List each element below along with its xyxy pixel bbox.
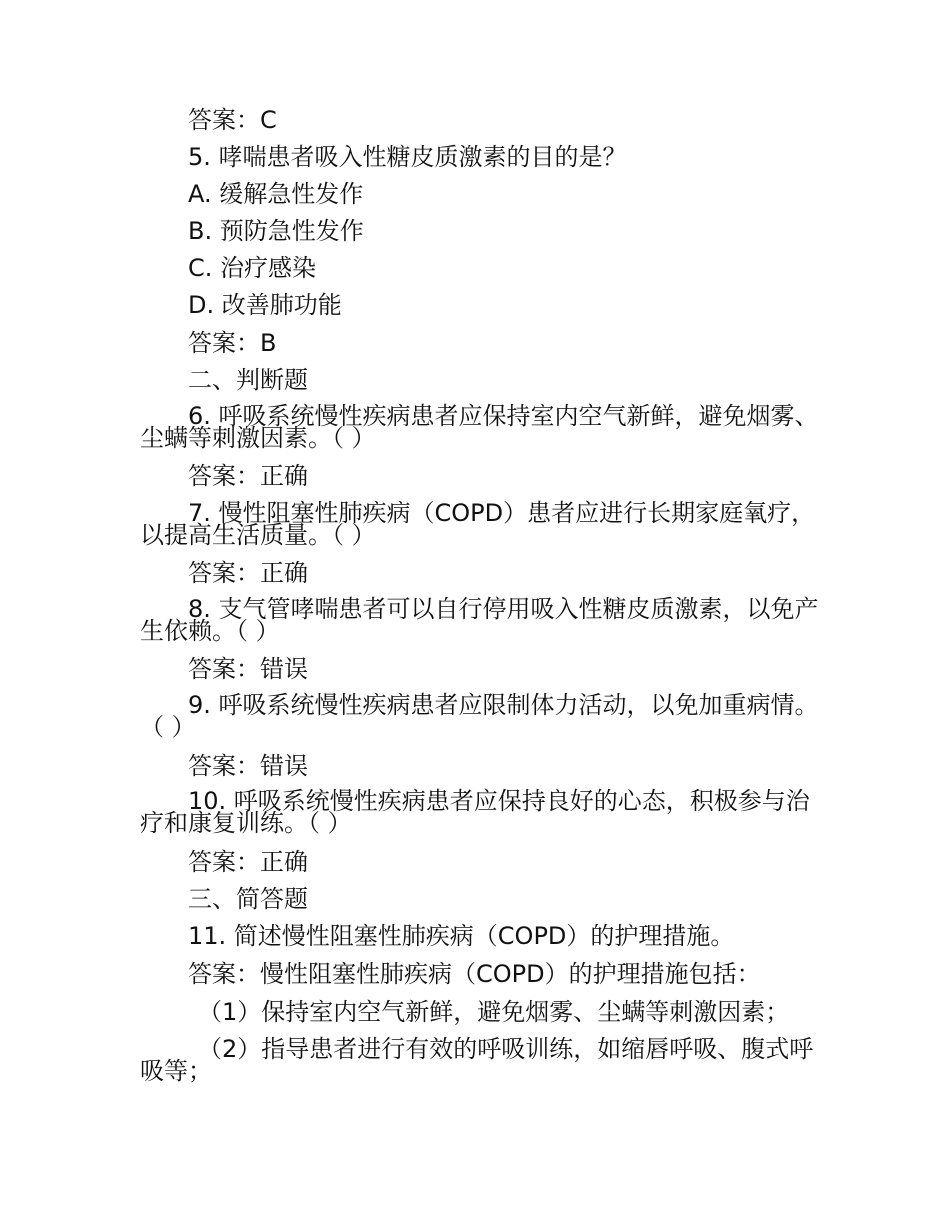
answer-line: 答案：C bbox=[188, 106, 277, 134]
question-5: 5. 哮喘患者吸入性糖皮质激素的目的是？ bbox=[188, 143, 627, 171]
section-heading: 三、简答题 bbox=[188, 885, 308, 913]
answer-line: 答案：慢性阻塞性肺疾病（COPD）的护理措施包括： bbox=[188, 960, 761, 988]
question-6: 6. 呼吸系统慢性疾病患者应保持室内空气新鲜，避免烟雾、尘螨等刺激因素。（ ） bbox=[140, 402, 819, 452]
option-a: A. 缓解急性发作 bbox=[188, 180, 364, 208]
answer-line: 答案：错误 bbox=[188, 752, 308, 780]
answer-line: 答案：正确 bbox=[188, 462, 308, 490]
answer-item-1: （1）保持室内空气新鲜，避免烟雾、尘螨等刺激因素； bbox=[198, 998, 790, 1026]
section-heading: 二、判断题 bbox=[188, 366, 308, 394]
answer-item-2: （2）指导患者进行有效的呼吸训练，如缩唇呼吸、腹式呼吸等； bbox=[140, 1035, 814, 1085]
question-11: 11. 简述慢性阻塞性肺疾病（COPD）的护理措施。 bbox=[188, 922, 735, 950]
answer-line: 答案：正确 bbox=[188, 559, 308, 587]
question-10: 10. 呼吸系统慢性疾病患者应保持良好的心态，积极参与治疗和康复训练。（ ） bbox=[140, 787, 810, 837]
answer-line: 答案：B bbox=[188, 329, 277, 357]
question-8: 8. 支气管哮喘患者可以自行停用吸入性糖皮质激素，以免产生依赖。（ ） bbox=[140, 595, 819, 645]
answer-line: 答案：正确 bbox=[188, 848, 308, 876]
option-b: B. 预防急性发作 bbox=[188, 217, 364, 245]
answer-line: 答案：错误 bbox=[188, 655, 308, 683]
option-d: D. 改善肺功能 bbox=[188, 291, 342, 319]
question-9: 9. 呼吸系统慢性疾病患者应限制体力活动，以免加重病情。（ ） bbox=[140, 691, 819, 741]
question-7: 7. 慢性阻塞性肺疾病（COPD）患者应进行长期家庭氧疗，以提高生活质量。（ ） bbox=[140, 499, 816, 549]
option-c: C. 治疗感染 bbox=[188, 254, 317, 282]
